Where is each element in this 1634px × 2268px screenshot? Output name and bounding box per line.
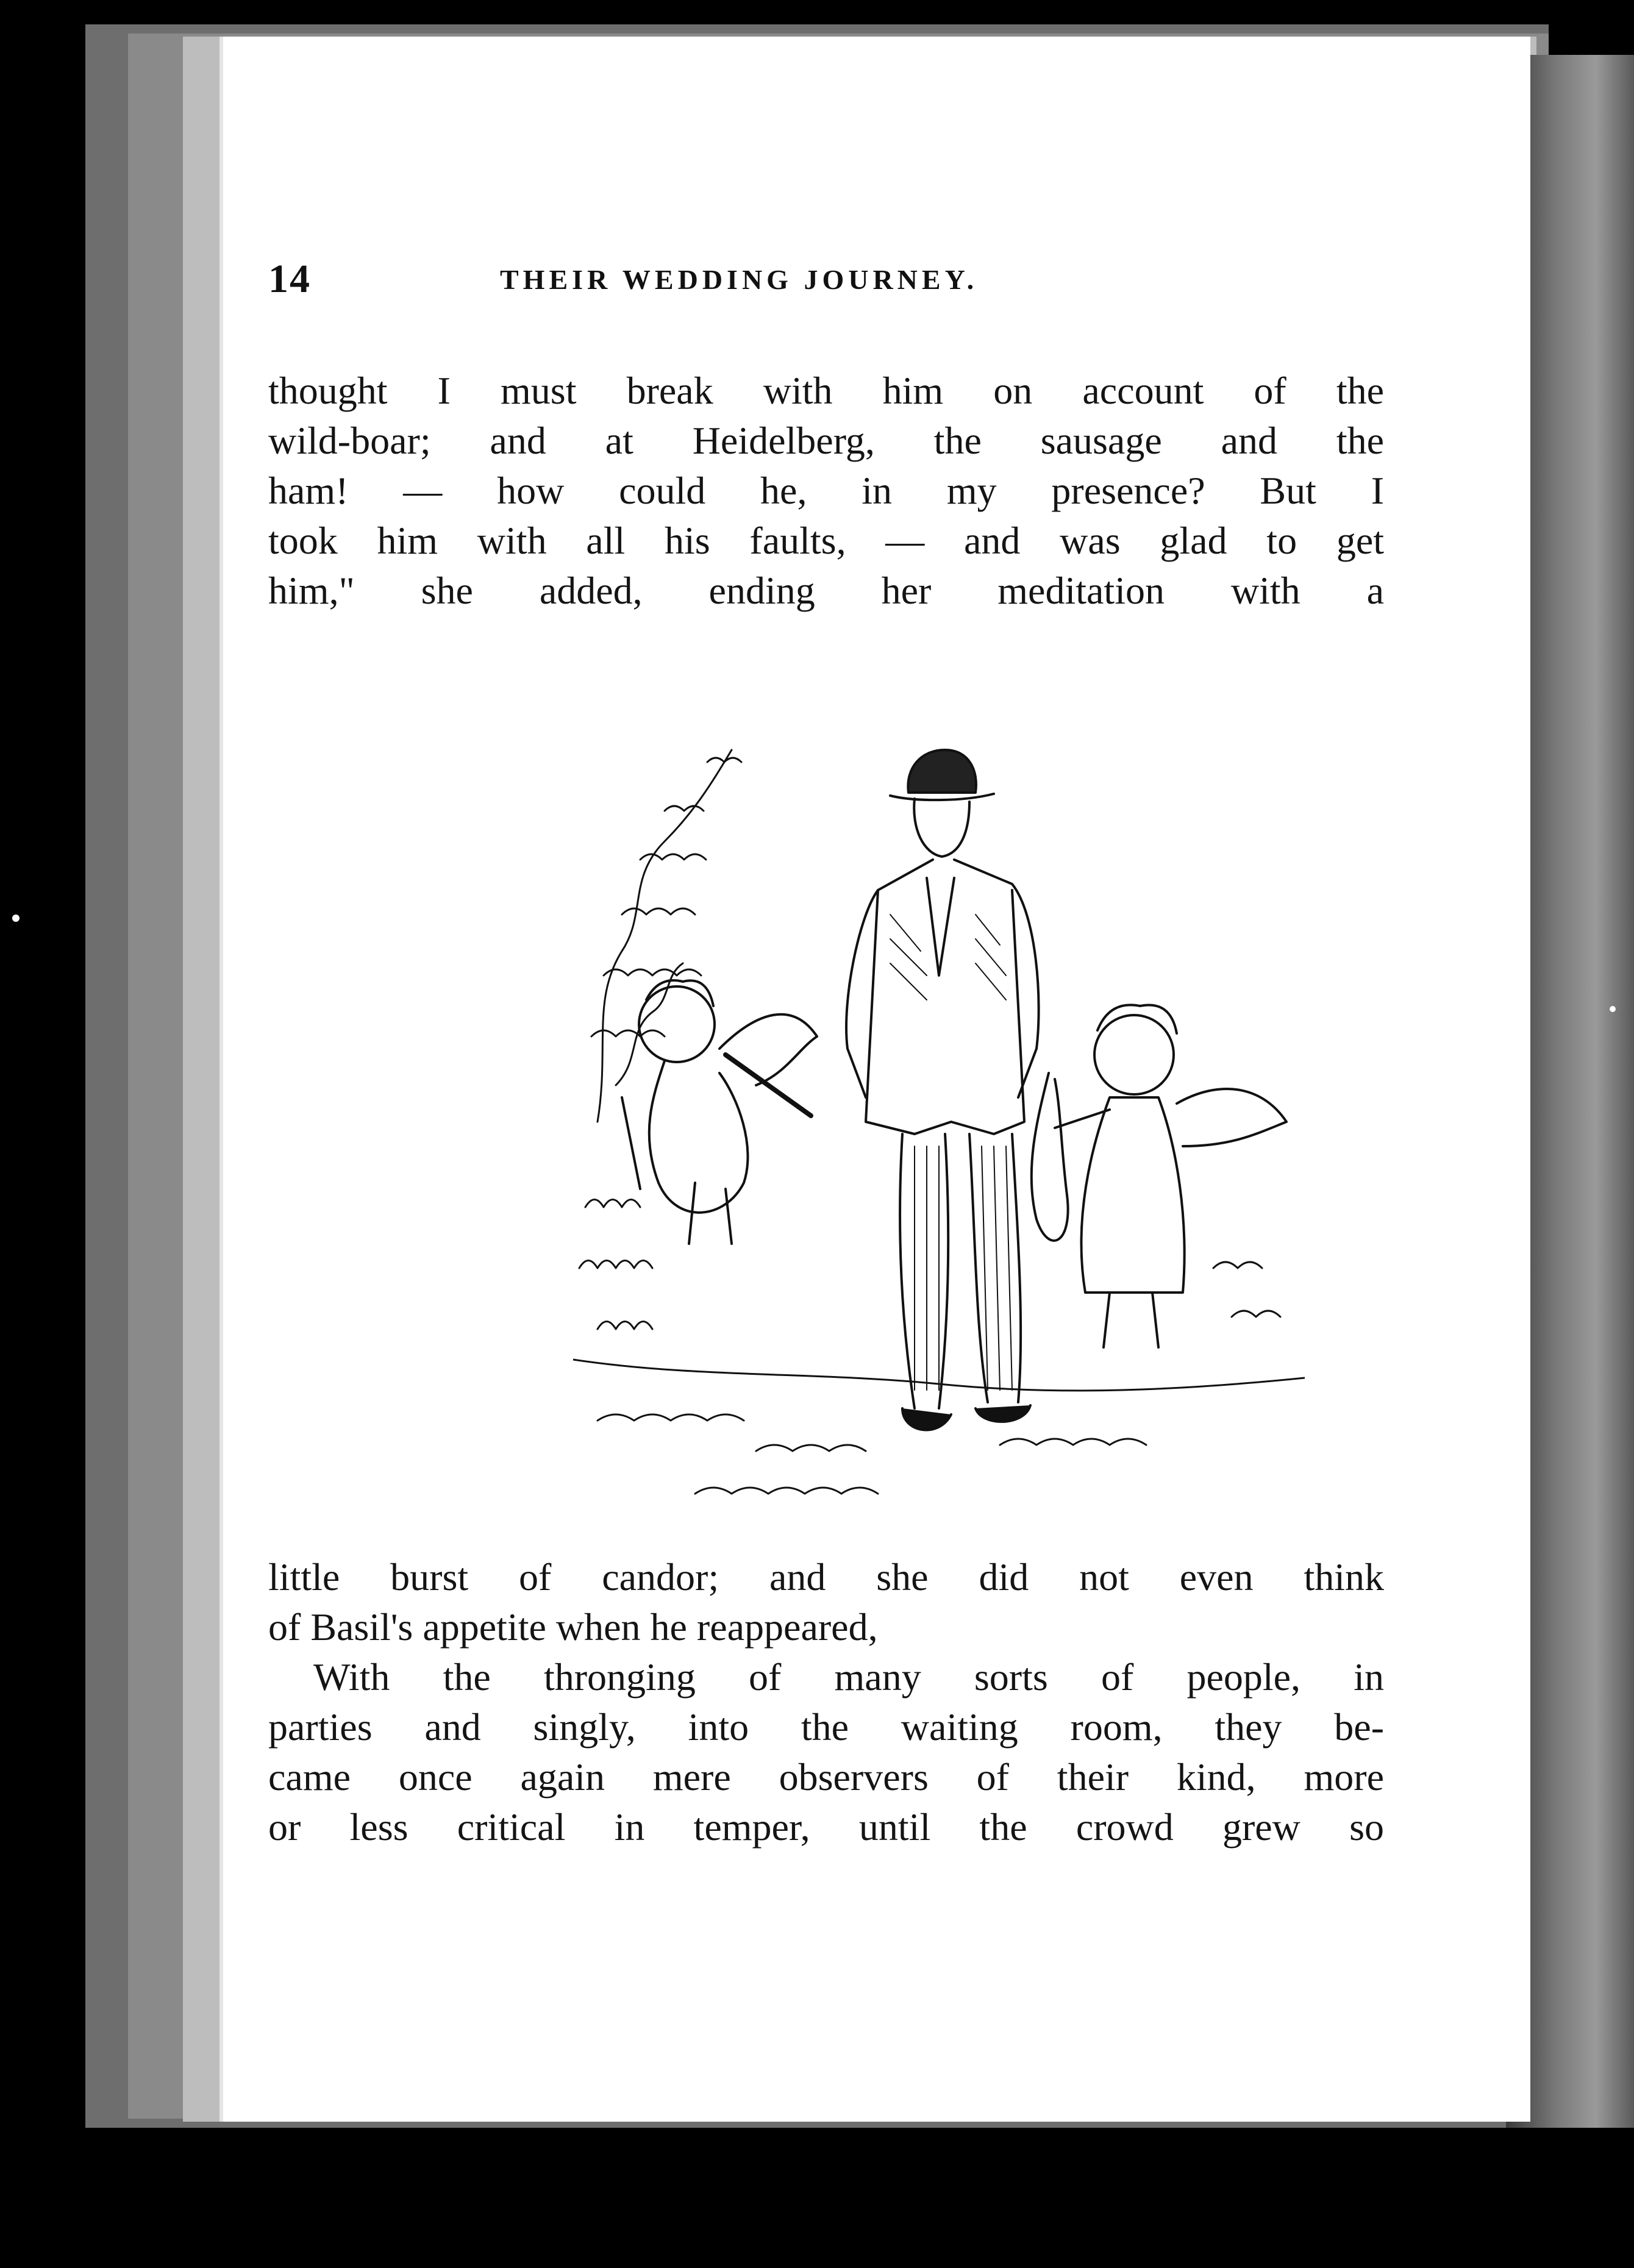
text-line: With the thronging of many sorts of people, in [313, 1655, 1384, 1699]
body-text-bottom [268, 1552, 1384, 1852]
foliage-left [579, 750, 741, 1329]
text-line: or less critical in temper, until the crowd grew so [268, 1805, 1384, 1849]
text-line: thought I must break with him on account of the [268, 369, 1384, 412]
text-line: parties and singly, into the waiting room, they be- [268, 1705, 1384, 1749]
body-text-top [268, 366, 1384, 616]
text-line: little burst of candor; and she did not even think [268, 1555, 1384, 1599]
engraving-illustration [573, 658, 1305, 1524]
scan-speck [12, 915, 20, 922]
text-line: came once again mere observers of their kind, more [268, 1755, 1384, 1799]
running-title: THEIR WEDDING JOURNEY. [500, 264, 979, 295]
scan-speck [1610, 1006, 1616, 1012]
text-line: him," she added, ending her meditation with a [268, 569, 1384, 612]
text-line: wild-boar; and at Heidelberg, the sausage and the [268, 419, 1384, 462]
man-figure [846, 750, 1039, 1430]
page-number: 14 [268, 257, 311, 301]
page-header [268, 256, 1384, 329]
text-line: ham! — how could he, in my presence? But I [268, 469, 1384, 512]
cherub-right [1032, 1005, 1286, 1347]
text-line: of Basil's appetite when he reappeared, [268, 1605, 878, 1649]
cherub-left [622, 980, 817, 1244]
text-line: took him with all his faults, — and was glad to get [268, 519, 1384, 562]
